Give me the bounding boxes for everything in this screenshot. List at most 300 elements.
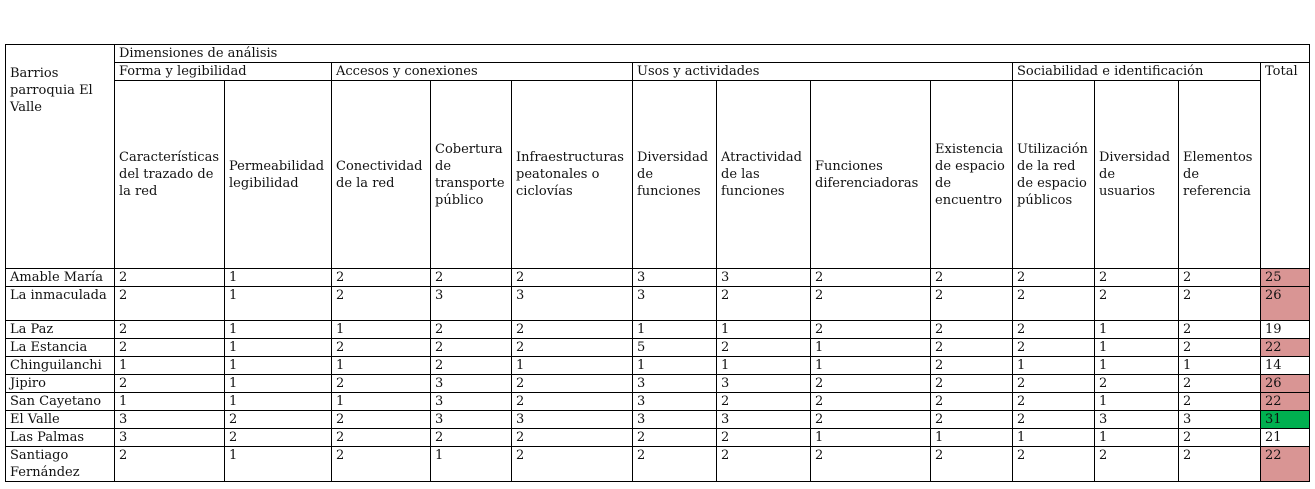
score-cell	[717, 411, 811, 429]
total-cell	[1261, 429, 1310, 447]
score-cell	[633, 357, 717, 375]
score-value: 2	[1183, 322, 1192, 337]
column-header	[431, 81, 512, 269]
score-value: 1	[935, 430, 944, 445]
score-value: 3	[637, 376, 646, 391]
total-value: 25	[1265, 270, 1282, 285]
score-cell	[1095, 339, 1179, 357]
score-value: 3	[435, 376, 444, 391]
score-cell	[332, 375, 431, 393]
score-cell	[1179, 393, 1261, 411]
score-cell	[1179, 269, 1261, 287]
column-header-label: Cobertura de transporte público	[435, 141, 505, 208]
score-value: 2	[119, 322, 128, 337]
score-cell	[717, 339, 811, 357]
score-cell	[1095, 287, 1179, 321]
score-cell	[332, 411, 431, 429]
score-value: 2	[721, 394, 730, 409]
score-value: 1	[1017, 358, 1026, 373]
table-row	[6, 375, 1310, 393]
score-cell	[512, 411, 633, 429]
score-cell	[512, 287, 633, 321]
score-cell	[1095, 321, 1179, 339]
score-value: 2	[815, 412, 824, 427]
score-cell	[931, 339, 1013, 357]
score-value: 2	[1017, 376, 1026, 391]
group-header	[1013, 63, 1261, 81]
total-cell	[1261, 375, 1310, 393]
score-cell	[431, 393, 512, 411]
score-value: 2	[1099, 448, 1108, 463]
barrio-name: Santiago Fernández	[10, 448, 80, 480]
score-value: 2	[1099, 288, 1108, 303]
score-value: 2	[516, 448, 525, 463]
score-value: 1	[229, 394, 238, 409]
score-cell	[225, 287, 332, 321]
barrio-name-cell	[6, 287, 115, 321]
table-row	[6, 339, 1310, 357]
score-cell	[811, 447, 931, 482]
score-cell	[225, 375, 332, 393]
total-value: 31	[1265, 412, 1282, 427]
total-cell	[1261, 269, 1310, 287]
score-cell	[1013, 393, 1095, 411]
score-value: 1	[815, 430, 824, 445]
score-value: 2	[516, 394, 525, 409]
score-value: 1	[815, 358, 824, 373]
score-value: 1	[721, 358, 730, 373]
score-cell	[717, 321, 811, 339]
score-cell	[431, 357, 512, 375]
score-cell	[512, 393, 633, 411]
column-header	[512, 81, 633, 269]
score-value: 2	[1017, 412, 1026, 427]
score-value: 1	[119, 394, 128, 409]
score-cell	[115, 375, 225, 393]
score-cell	[115, 393, 225, 411]
score-value: 2	[721, 448, 730, 463]
score-value: 2	[516, 322, 525, 337]
score-value: 1	[721, 322, 730, 337]
barrio-name: San Cayetano	[10, 394, 102, 409]
score-value: 2	[935, 270, 944, 285]
column-header-label: Características del trazado de la red	[119, 150, 219, 199]
score-cell	[332, 393, 431, 411]
barrio-name: La Estancia	[10, 340, 88, 355]
group-header	[332, 63, 633, 81]
score-value: 1	[229, 358, 238, 373]
barrio-name: Amable María	[10, 270, 103, 285]
score-value: 2	[637, 448, 646, 463]
total-value: 22	[1265, 394, 1282, 409]
score-value: 1	[1099, 394, 1108, 409]
score-cell	[1095, 411, 1179, 429]
score-value: 2	[815, 376, 824, 391]
score-cell	[1013, 447, 1095, 482]
score-value: 2	[516, 270, 525, 285]
group-header-label: Accesos y conexiones	[336, 64, 478, 79]
score-value: 2	[1183, 340, 1192, 355]
score-cell	[1013, 411, 1095, 429]
barrio-name: Jipiro	[10, 376, 46, 391]
barrio-name-cell	[6, 339, 115, 357]
score-cell	[811, 375, 931, 393]
score-cell	[115, 287, 225, 321]
total-cell	[1261, 357, 1310, 375]
column-header	[115, 81, 225, 269]
barrio-name-cell	[6, 357, 115, 375]
score-value: 1	[1099, 358, 1108, 373]
score-value: 2	[1183, 448, 1192, 463]
total-value: 26	[1265, 376, 1282, 391]
score-value: 1	[336, 322, 345, 337]
score-value: 3	[1099, 412, 1108, 427]
table-row	[6, 269, 1310, 287]
column-header	[633, 81, 717, 269]
score-cell	[811, 321, 931, 339]
score-value: 2	[1183, 430, 1192, 445]
score-value: 2	[119, 376, 128, 391]
total-cell	[1261, 447, 1310, 482]
table-row	[6, 287, 1310, 321]
barrio-name-cell	[6, 447, 115, 482]
score-cell	[717, 287, 811, 321]
score-cell	[1179, 447, 1261, 482]
score-cell	[811, 411, 931, 429]
score-cell	[931, 393, 1013, 411]
score-value: 1	[1099, 340, 1108, 355]
score-cell	[1179, 287, 1261, 321]
score-cell	[931, 357, 1013, 375]
column-header-label: Infraestructuras peatonales o ciclovías	[516, 150, 624, 199]
score-cell	[931, 447, 1013, 482]
score-cell	[115, 447, 225, 482]
table-row	[6, 321, 1310, 339]
score-value: 2	[119, 270, 128, 285]
score-cell	[512, 375, 633, 393]
table-row	[6, 429, 1310, 447]
score-cell	[633, 393, 717, 411]
score-value: 2	[229, 430, 238, 445]
score-cell	[512, 357, 633, 375]
score-cell	[332, 269, 431, 287]
score-value: 2	[1017, 394, 1026, 409]
score-cell	[633, 339, 717, 357]
total-value: 21	[1265, 430, 1282, 445]
column-header	[717, 81, 811, 269]
score-cell	[811, 287, 931, 321]
total-cell	[1261, 411, 1310, 429]
score-cell	[1013, 357, 1095, 375]
score-value: 3	[721, 376, 730, 391]
score-cell	[633, 321, 717, 339]
score-cell	[431, 339, 512, 357]
column-header	[1013, 81, 1095, 269]
score-value: 5	[637, 340, 646, 355]
score-value: 1	[1183, 358, 1192, 373]
score-cell	[1095, 375, 1179, 393]
score-cell	[332, 339, 431, 357]
score-cell	[115, 411, 225, 429]
score-value: 2	[721, 430, 730, 445]
total-value: 22	[1265, 340, 1282, 355]
score-cell	[1179, 357, 1261, 375]
score-value: 3	[721, 412, 730, 427]
score-value: 2	[1099, 270, 1108, 285]
column-header-label: Elementos de referencia	[1183, 150, 1253, 199]
barrio-name-cell	[6, 411, 115, 429]
score-cell	[931, 375, 1013, 393]
score-cell	[1095, 269, 1179, 287]
score-cell	[225, 269, 332, 287]
score-value: 2	[1017, 448, 1026, 463]
score-value: 3	[435, 394, 444, 409]
row-header-label	[6, 45, 115, 269]
score-value: 2	[1017, 322, 1026, 337]
total-value: 19	[1265, 322, 1282, 337]
score-value: 3	[637, 288, 646, 303]
score-cell	[717, 375, 811, 393]
total-cell	[1261, 339, 1310, 357]
score-value: 1	[229, 340, 238, 355]
score-cell	[717, 429, 811, 447]
score-value: 1	[637, 322, 646, 337]
score-cell	[115, 429, 225, 447]
score-value: 3	[516, 412, 525, 427]
score-cell	[115, 269, 225, 287]
score-cell	[1013, 339, 1095, 357]
score-value: 2	[935, 448, 944, 463]
column-header-label: Atractividad de las funciones	[721, 150, 802, 199]
score-value: 2	[721, 288, 730, 303]
score-cell	[717, 269, 811, 287]
score-value: 2	[815, 448, 824, 463]
score-value: 1	[1017, 430, 1026, 445]
column-header	[225, 81, 332, 269]
score-value: 2	[1017, 270, 1026, 285]
score-value: 2	[336, 270, 345, 285]
score-cell	[1013, 287, 1095, 321]
score-value: 1	[229, 288, 238, 303]
score-value: 2	[1017, 288, 1026, 303]
score-cell	[633, 269, 717, 287]
score-value: 1	[336, 358, 345, 373]
total-header	[1261, 63, 1310, 269]
score-value: 1	[1099, 430, 1108, 445]
score-cell	[332, 321, 431, 339]
score-value: 2	[815, 288, 824, 303]
score-value: 2	[935, 376, 944, 391]
score-cell	[633, 375, 717, 393]
table-row	[6, 357, 1310, 375]
total-header-label: Total	[1265, 64, 1298, 79]
score-cell	[633, 411, 717, 429]
score-cell	[811, 429, 931, 447]
score-value: 3	[435, 288, 444, 303]
score-cell	[717, 357, 811, 375]
score-value: 3	[119, 430, 128, 445]
score-value: 3	[1183, 412, 1192, 427]
group-header-label: Sociabilidad e identificación	[1017, 64, 1204, 79]
score-cell	[431, 269, 512, 287]
score-value: 2	[336, 430, 345, 445]
score-value: 2	[516, 430, 525, 445]
score-cell	[332, 357, 431, 375]
score-cell	[1013, 269, 1095, 287]
barrio-name: Las Palmas	[10, 430, 85, 445]
score-value: 2	[721, 340, 730, 355]
score-cell	[1013, 375, 1095, 393]
score-cell	[1179, 339, 1261, 357]
score-cell	[115, 357, 225, 375]
score-value: 1	[229, 270, 238, 285]
score-value: 2	[1183, 394, 1192, 409]
score-cell	[931, 287, 1013, 321]
score-cell	[431, 429, 512, 447]
score-cell	[1179, 429, 1261, 447]
score-value: 2	[935, 358, 944, 373]
score-value: 2	[435, 430, 444, 445]
score-value: 2	[815, 394, 824, 409]
score-cell	[512, 269, 633, 287]
score-cell	[332, 287, 431, 321]
score-cell	[717, 447, 811, 482]
score-cell	[1013, 429, 1095, 447]
score-value: 2	[935, 394, 944, 409]
score-value: 2	[229, 412, 238, 427]
total-value: 26	[1265, 288, 1282, 303]
score-value: 2	[1017, 340, 1026, 355]
score-value: 1	[516, 358, 525, 373]
score-value: 2	[1183, 270, 1192, 285]
dimensions-title	[115, 45, 1310, 63]
column-header-label: Diversidad de funciones	[637, 150, 709, 199]
barrio-name-cell	[6, 375, 115, 393]
score-cell	[931, 269, 1013, 287]
column-header-label: Conectividad de la red	[336, 158, 423, 191]
score-cell	[431, 321, 512, 339]
total-cell	[1261, 321, 1310, 339]
score-value: 2	[1183, 288, 1192, 303]
score-cell	[225, 411, 332, 429]
score-cell	[431, 411, 512, 429]
total-cell	[1261, 393, 1310, 411]
score-cell	[225, 321, 332, 339]
score-cell	[512, 447, 633, 482]
score-cell	[115, 339, 225, 357]
score-value: 3	[516, 288, 525, 303]
score-cell	[811, 357, 931, 375]
score-value: 2	[935, 288, 944, 303]
score-value: 2	[435, 358, 444, 373]
score-value: 1	[229, 322, 238, 337]
column-header-label: Diversidad de usuarios	[1099, 150, 1171, 199]
barrio-name: Chinguilanchi	[10, 358, 102, 373]
score-value: 2	[336, 448, 345, 463]
score-value: 2	[1099, 376, 1108, 391]
score-cell	[811, 339, 931, 357]
table-row	[6, 411, 1310, 429]
score-cell	[1095, 447, 1179, 482]
group-header	[115, 63, 332, 81]
score-value: 2	[336, 376, 345, 391]
score-cell	[633, 447, 717, 482]
column-header	[931, 81, 1013, 269]
score-value: 2	[935, 340, 944, 355]
score-cell	[717, 393, 811, 411]
score-cell	[1095, 429, 1179, 447]
score-cell	[931, 411, 1013, 429]
total-value: 14	[1265, 358, 1282, 373]
score-cell	[1179, 375, 1261, 393]
score-value: 2	[119, 340, 128, 355]
score-value: 1	[815, 340, 824, 355]
score-value: 2	[516, 340, 525, 355]
dimensions-title-text: Dimensiones de análisis	[119, 46, 278, 61]
score-value: 3	[637, 412, 646, 427]
score-value: 1	[229, 448, 238, 463]
score-value: 2	[119, 448, 128, 463]
score-value: 3	[119, 412, 128, 427]
score-value: 3	[637, 394, 646, 409]
score-cell	[1095, 393, 1179, 411]
column-header-label: Funciones diferenciadoras	[815, 158, 919, 191]
score-value: 2	[435, 322, 444, 337]
score-value: 1	[435, 448, 444, 463]
score-cell	[225, 339, 332, 357]
score-value: 1	[637, 358, 646, 373]
score-cell	[332, 429, 431, 447]
score-value: 1	[336, 394, 345, 409]
score-value: 1	[119, 358, 128, 373]
score-cell	[431, 375, 512, 393]
score-cell	[512, 429, 633, 447]
column-header	[1095, 81, 1179, 269]
score-value: 2	[119, 288, 128, 303]
score-value: 3	[721, 270, 730, 285]
score-cell	[931, 429, 1013, 447]
score-cell	[633, 429, 717, 447]
column-header-label: Existencia de espacio de encuentro	[935, 141, 1005, 208]
score-value: 2	[935, 322, 944, 337]
score-cell	[431, 287, 512, 321]
score-value: 2	[336, 412, 345, 427]
score-value: 2	[935, 412, 944, 427]
barrio-name: La Paz	[10, 322, 54, 337]
score-value: 2	[815, 270, 824, 285]
barrio-name-cell	[6, 429, 115, 447]
score-value: 2	[336, 288, 345, 303]
score-value: 3	[637, 270, 646, 285]
barrio-name: El Valle	[10, 412, 60, 427]
score-value: 2	[336, 340, 345, 355]
score-value: 2	[435, 270, 444, 285]
score-cell	[931, 321, 1013, 339]
score-cell	[332, 447, 431, 482]
score-cell	[811, 393, 931, 411]
table-row	[6, 447, 1310, 482]
analysis-table	[5, 44, 1310, 482]
score-cell	[225, 429, 332, 447]
table-row	[6, 393, 1310, 411]
score-cell	[115, 321, 225, 339]
barrio-name-cell	[6, 393, 115, 411]
score-cell	[1095, 357, 1179, 375]
score-value: 2	[637, 430, 646, 445]
total-value: 22	[1265, 448, 1282, 463]
column-header	[811, 81, 931, 269]
barrio-name: La inmaculada	[10, 288, 107, 303]
